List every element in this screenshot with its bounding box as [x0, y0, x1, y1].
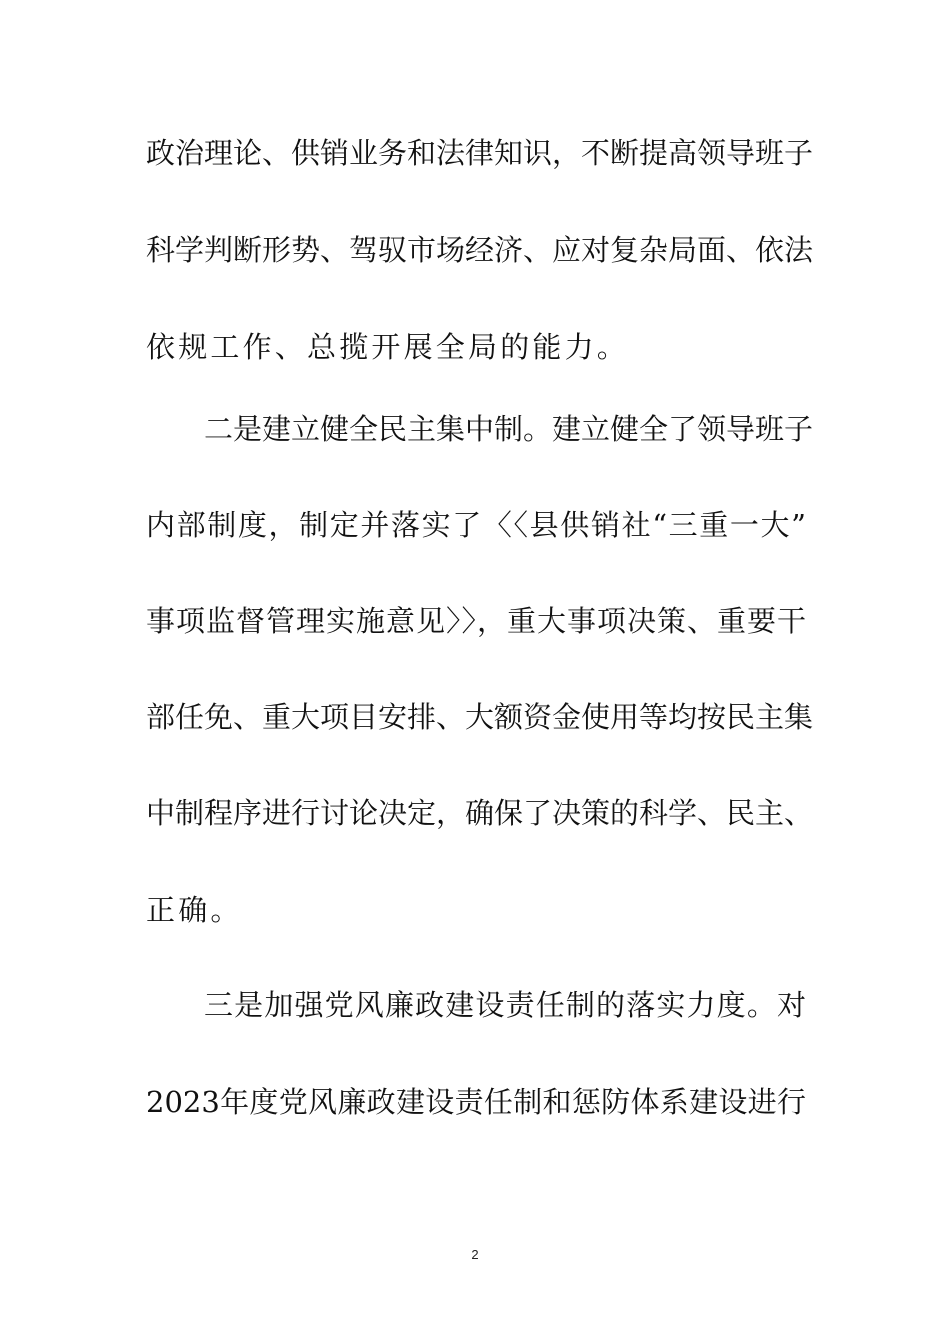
text-line: 科学判断形势、驾驭市场经济、应对复杂局面、依法	[146, 233, 814, 267]
paragraph-start-line: 二是建立健全民主集中制。建立健全了领导班子	[204, 412, 814, 446]
text-line: 中制程序进行讨论决定，确保了决策的科学、民主、	[146, 796, 814, 830]
text-line: 部任免、重大项目安排、大额资金使用等均按民主集	[146, 700, 814, 734]
text-line: 依规工作、总揽开展全局的能力。	[146, 330, 630, 364]
text-line: 内部制度，制定并落实了〈〈县供销社“三重一大”	[146, 508, 806, 542]
text-line: 政治理论、供销业务和法律知识，不断提高领导班子	[146, 136, 814, 170]
text-line: 2023年度党风廉政建设责任制和惩防体系建设进行	[146, 1085, 806, 1119]
page-number: 2	[471, 1247, 479, 1262]
text-line: 正确。	[146, 893, 243, 927]
text-line: 事项监督管理实施意见〉〉，重大事项决策、重要干	[146, 604, 806, 638]
paragraph-start-line: 三是加强党风廉政建设责任制的落实力度。对	[204, 988, 806, 1022]
